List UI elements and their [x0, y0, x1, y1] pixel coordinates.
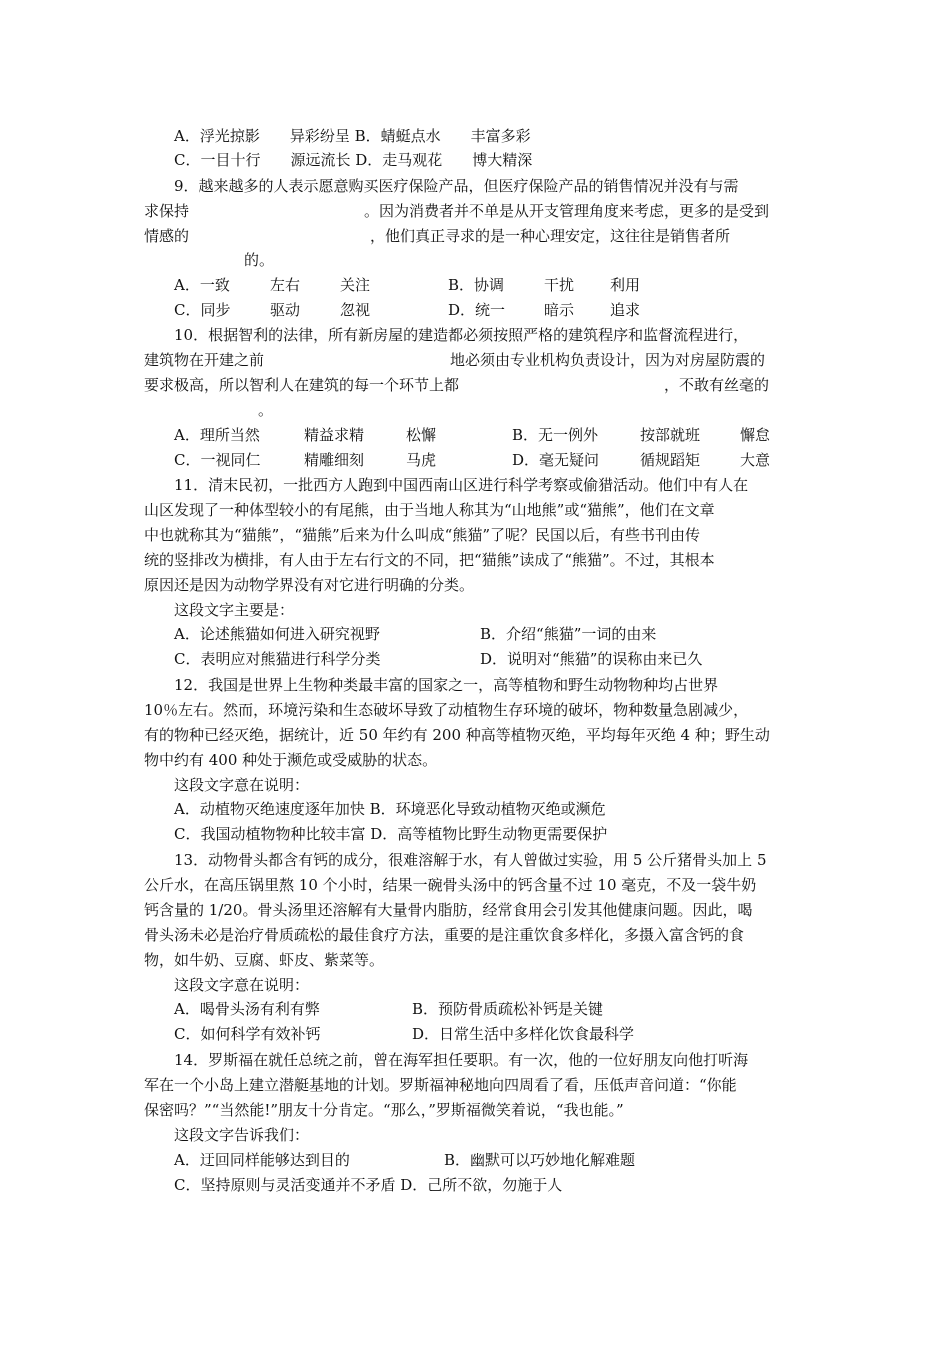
q14-stem-line2: 军在一个小岛上建立潜艇基地的计划。罗斯福神秘地向四周看了看，压低声音问道：“你能: [144, 1076, 737, 1094]
q11-opt-c: C．表明应对熊猫进行科学分类: [174, 650, 381, 668]
q10-stem-line3-b: ，不敢有丝毫的: [664, 376, 770, 394]
q11-stem-line5: 原因还是因为动物学界没有对它进行明确的分类。: [144, 576, 475, 594]
q14-opt-b: B．幽默可以巧妙地化解难题: [444, 1151, 636, 1169]
q14-prompt: 这段文字告诉我们：: [174, 1126, 310, 1144]
q9-stem-line4: 的。: [244, 251, 275, 269]
q11-prompt: 这段文字主要是：: [174, 601, 295, 619]
q10-stem-line2-a: 建筑物在开建之前: [144, 351, 265, 369]
q9-stem-line3-a: 情感的: [144, 227, 190, 245]
q13-opt-a: A．喝骨头汤有利有弊: [174, 1000, 320, 1018]
q10-opt-c-3: 马虎: [406, 451, 437, 469]
q10-stem-line3: [144, 373, 824, 398]
q10-stem-line1: 10．根据智利的法律，所有新房屋的建造都必须按照严格的建筑程序和监督流程进行，: [174, 326, 749, 344]
q10-stem-line2-b: 地必须由专业机构负责设计，因为对房屋防震的: [450, 351, 766, 369]
q11-stem-line4: 统的竖排改为横排，有人由于左右行文的不同，把“猫熊”读成了“熊猫”。不过，其根本: [144, 551, 715, 569]
q10-options-ab: [174, 423, 814, 448]
q11-options-ab: [174, 622, 734, 647]
q13-opt-c: C．如何科学有效补钙: [174, 1025, 321, 1043]
q13-stem-line3: 钙含量的 1/20。骨头汤里还溶解有大量骨内脂肪，经常食用会引发其他健康问题。因此，喝: [144, 901, 753, 919]
q10-stem-line3-a: 要求极高，所以智利人在建筑的每一个环节上都: [144, 376, 460, 394]
q9-options-cd: [174, 298, 734, 323]
q13-opt-d: D．日常生活中多样化饮食最科学: [412, 1025, 635, 1043]
q14-options-cd: C．坚持原则与灵活变通并不矛盾 D．己所不欲，勿施于人: [174, 1176, 563, 1194]
q10-opt-b-2: 按部就班: [640, 426, 701, 444]
q13-stem-line5: 物，如牛奶、豆腐、虾皮、紫菜等。: [144, 951, 385, 969]
q9-stem-line3: [144, 224, 824, 249]
q10-opt-d-1: D．毫无疑问: [512, 451, 600, 469]
q11-opt-a: A．论述熊猫如何进入研究视野: [174, 625, 380, 643]
q9-stem-line2: [144, 199, 824, 224]
q9-opt-b-2: 干扰: [544, 276, 575, 294]
q9-opt-b-1: B．协调: [448, 276, 505, 294]
q14-stem-line1: 14．罗斯福在就任总统之前，曾在海军担任要职。有一次，他的一位好朋友向他打听海: [174, 1051, 749, 1069]
q9-opt-c-1: C．同步: [174, 301, 231, 319]
q13-prompt: 这段文字意在说明：: [174, 976, 310, 994]
q13-opt-b: B．预防骨质疏松补钙是关键: [412, 1000, 604, 1018]
q10-opt-b-3: 懈怠: [740, 426, 771, 444]
q10-opt-a-2: 精益求精: [304, 426, 365, 444]
q10-stem-line2: [144, 348, 824, 373]
q9-options-ab: [174, 273, 734, 298]
q12-prompt: 这段文字意在说明：: [174, 776, 310, 794]
q9-stem-line1: 9．越来越多的人表示愿意购买医疗保险产品，但医疗保险产品的销售情况并没有与需: [174, 177, 739, 195]
q10-opt-b-1: B．无一例外: [512, 426, 599, 444]
q10-opt-a-3: 松懈: [406, 426, 437, 444]
q12-stem-line4: 物中约有 400 种处于濒危或受威胁的状态。: [144, 751, 438, 769]
q9-opt-a-3: 关注: [340, 276, 371, 294]
q10-opt-c-2: 精雕细刻: [304, 451, 365, 469]
q8-options-ab: A．浮光掠影 异彩纷呈 B．蜻蜓点水 丰富多彩: [174, 127, 531, 145]
q10-opt-d-3: 大意: [740, 451, 771, 469]
q9-opt-c-3: 忽视: [340, 301, 371, 319]
q13-options-cd: [174, 1022, 734, 1047]
q9-opt-a-2: 左右: [270, 276, 301, 294]
q9-opt-b-3: 利用: [610, 276, 641, 294]
q11-opt-b: B．介绍“熊猫”一词的由来: [480, 625, 657, 643]
q10-opt-c-1: C．一视同仁: [174, 451, 261, 469]
q13-stem-line1: 13．动物骨头都含有钙的成分，很难溶解于水，有人曾做过实验，用 5 公斤猪骨头加上 5: [174, 851, 767, 869]
q9-opt-c-2: 驱动: [270, 301, 301, 319]
q10-opt-a-1: A．理所当然: [174, 426, 260, 444]
q14-options-ab: [174, 1148, 734, 1173]
q9-stem-line3-b: ，他们真正寻求的是一种心理安定，这往往是销售者所: [370, 227, 731, 245]
q11-stem-line1: 11．清末民初，一批西方人跑到中国西南山区进行科学考察或偷猎活动。他们中有人在: [174, 476, 749, 494]
q13-options-ab: [174, 997, 734, 1022]
q12-stem-line1: 12．我国是世界上生物种类最丰富的国家之一，高等植物和野生动物物种均占世界: [174, 676, 719, 694]
q13-stem-line4: 骨头汤未必是治疗骨质疏松的最佳食疗方法，重要的是注重饮食多样化，多摄入富含钙的食: [144, 926, 745, 944]
q10-opt-d-2: 循规蹈矩: [640, 451, 701, 469]
q12-stem-line3: 有的物种已经灭绝，据统计，近 50 年约有 200 种高等植物灭绝，平均每年灭绝 4 种；野生动: [144, 726, 770, 744]
q9-opt-d-2: 暗示: [544, 301, 575, 319]
q12-stem-line2: 10％左右。然而，环境污染和生态破坏导致了动植物生存环境的破坏，物种数量急剧减少，: [144, 701, 749, 719]
q13-stem-line2: 公斤水，在高压锅里熬 10 个小时，结果一碗骨头汤中的钙含量不过 10 毫克，不及一袋牛奶: [144, 876, 757, 894]
q11-stem-line2: 山区发现了一种体型较小的有尾熊，由于当地人称其为“山地熊”或“猫熊”，他们在文章: [144, 501, 715, 519]
q9-opt-d-3: 追求: [610, 301, 641, 319]
q9-opt-a-1: A．一致: [174, 276, 230, 294]
q8-options-cd: C．一目十行 源远流长 D．走马观花 博大精深: [174, 151, 533, 169]
q11-opt-d: D．说明对“熊猫”的误称由来已久: [480, 650, 703, 668]
q9-stem-line2-a: 求保持: [144, 202, 190, 220]
q12-options-cd: C．我国动植物物种比较丰富 D．高等植物比野生动物更需要保护: [174, 825, 608, 843]
q9-stem-line2-b: 。因为消费者并不单是从开支管理角度来考虑，更多的是受到: [364, 202, 770, 220]
q14-opt-a: A．迂回同样能够达到目的: [174, 1151, 350, 1169]
q12-options-ab: A．动植物灭绝速度逐年加快 B．环境恶化导致动植物灭绝或濒危: [174, 800, 606, 818]
q9-opt-d-1: D．统一: [448, 301, 506, 319]
q10-stem-line4: 。: [258, 401, 274, 419]
q11-options-cd: [174, 647, 774, 672]
q11-stem-line3: 中也就称其为“猫熊”，“猫熊”后来为什么叫成“熊猫”了呢？民国以后，有些书刊由传: [144, 526, 701, 544]
q14-stem-line3: 保密吗？”“当然能!”朋友十分肯定。“那么，”罗斯福微笑着说，“我也能。”: [144, 1101, 624, 1119]
q10-options-cd: [174, 448, 814, 473]
